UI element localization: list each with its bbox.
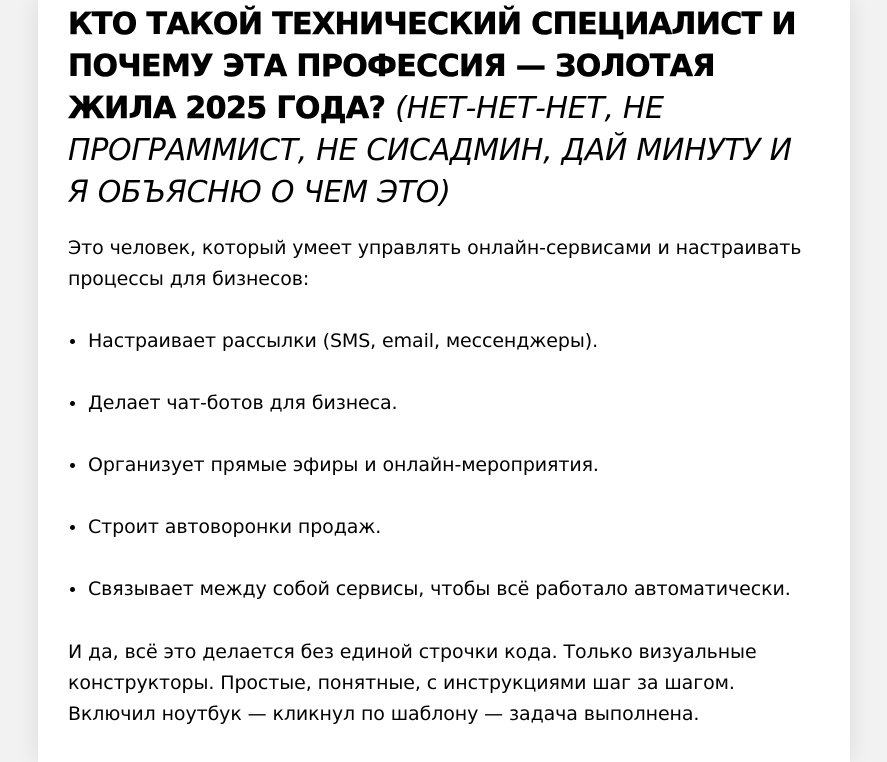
list-item-text: Связывает между собой сервисы, чтобы всё работало автоматически.: [88, 578, 791, 600]
article-content: [68, 4, 818, 730]
article-headline: [68, 4, 818, 214]
list-item: [68, 450, 818, 481]
article-card: [38, 0, 850, 762]
list-item-text: Настраивает рассылки (SMS, email, мессенджеры).: [88, 330, 599, 352]
list-item: [68, 326, 818, 357]
outro-paragraph: И да, всё это делается без единой строчки кода. Только визуальные конструкторы. Простые, понятные, с инструкциями шаг за шагом. Включил ноутбук — кликнул по шаблону — задача выполнена.: [68, 641, 757, 725]
bullet-icon: [70, 339, 75, 344]
bullet-icon: [70, 525, 75, 530]
bullet-icon: [70, 401, 75, 406]
feature-list: [68, 326, 818, 605]
intro-paragraph: Это человек, который умеет управлять онлайн-сервисами и настраивать процессы для бизнесов:: [68, 237, 802, 290]
list-item: [68, 388, 818, 419]
list-item-text: Делает чат-ботов для бизнеса.: [88, 392, 398, 414]
headline-italic-note: (НЕТ-НЕТ-НЕТ, НЕ ПРОГРАММИСТ, НЕ СИСАДМИН, ДАЙ МИНУТУ И Я ОБЪЯСНЮ О ЧЕМ ЭТО): [68, 91, 792, 210]
headline-strong: КТО ТАКОЙ ТЕХНИЧЕСКИЙ СПЕЦИАЛИСТ И ПОЧЕМУ ЭТА ПРОФЕССИЯ — ЗОЛОТАЯ ЖИЛА 2025 ГОДА?: [68, 7, 796, 126]
bullet-icon: [70, 587, 75, 592]
list-item-text: Организует прямые эфиры и онлайн-мероприятия.: [88, 454, 599, 476]
list-item: [68, 512, 818, 543]
bullet-icon: [70, 463, 75, 468]
list-item: [68, 574, 818, 605]
list-item-text: Строит автоворонки продаж.: [88, 516, 382, 538]
